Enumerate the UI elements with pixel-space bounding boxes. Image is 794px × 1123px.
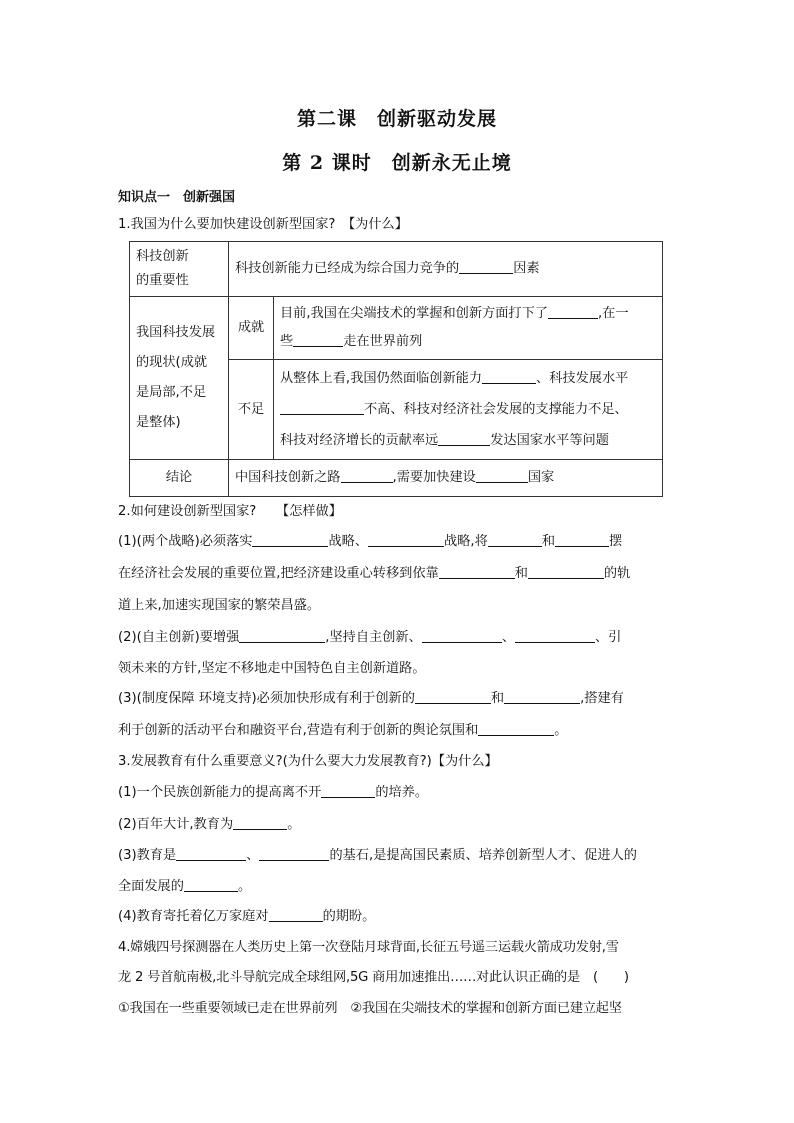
line-text: 、	[501, 630, 515, 645]
table-cell-label: 的重要性	[136, 273, 189, 288]
line-text: 和	[541, 534, 555, 549]
line-text: ,搭建有	[580, 691, 624, 706]
answer-line	[118, 815, 683, 835]
answer-line	[118, 877, 683, 897]
answer-blank[interactable]	[459, 259, 513, 274]
line-text: 。	[554, 723, 568, 738]
answer-blank[interactable]	[488, 532, 542, 547]
answer-line: 道上来,加速实现国家的繁荣昌盛。	[118, 598, 321, 613]
line-text: 战略,将	[444, 534, 488, 549]
line-text: (3)教育是	[118, 848, 177, 863]
answer-line	[118, 721, 683, 741]
table-cell-text: 科技创新能力已经成为综合国力竞争的	[235, 261, 460, 276]
answer-blank[interactable]	[259, 846, 329, 861]
table-cell-text: 科技对经济增长的贡献率远	[280, 433, 439, 448]
table-row	[130, 242, 663, 297]
line-text: 的期盼。	[322, 909, 376, 924]
answer-blank[interactable]	[176, 846, 246, 861]
table-cell-text: 走在世界前列	[343, 334, 423, 349]
table-cell-label: 科技创新	[136, 249, 189, 264]
answer-blank[interactable]	[548, 304, 598, 319]
table-cell-label: 不足	[229, 360, 274, 460]
line-text: (1)一个民族创新能力的提高离不开	[118, 785, 322, 800]
line-text: (1)(两个战略)必须落实	[118, 534, 253, 549]
answer-blank[interactable]	[252, 532, 328, 547]
table-cell-label: 的现状(成就	[136, 355, 208, 370]
answer-line: 领未来的方针,坚定不移地走中国特色自主创新道路。	[118, 661, 426, 676]
answer-line	[118, 846, 683, 866]
answer-blank[interactable]	[233, 815, 287, 830]
answer-blank[interactable]	[476, 468, 528, 483]
line-text: 的轨	[603, 566, 631, 581]
line-text: ,坚持自主创新、	[325, 630, 422, 645]
question-4-cont: 龙 2 号首航南极,北斗导航完成全球组网,5G 商用加速推出……对此认识正确的是 ( )	[118, 970, 629, 985]
table-cell-text: 中国科技创新之路	[235, 470, 341, 485]
answer-blank[interactable]	[515, 628, 595, 643]
answer-blank[interactable]	[478, 721, 554, 736]
answer-blank[interactable]	[239, 628, 325, 643]
lesson-subtitle: 第 2 课时 创新永无止境	[282, 152, 512, 174]
answer-line	[118, 783, 683, 803]
lesson-title: 第二课 创新驱动发展	[296, 108, 497, 130]
table-row	[130, 460, 663, 497]
line-text: (2)百年大计,教育为	[118, 817, 234, 832]
answer-blank[interactable]	[184, 877, 238, 892]
table-cell-text: 发达国家水平等问题	[490, 433, 609, 448]
line-text: 战略、	[328, 534, 369, 549]
answer-blank[interactable]	[368, 532, 444, 547]
table-cell-label: 结论	[130, 460, 229, 497]
table-cell-text: 目前,我国在尖端技术的掌握和创新方面打下了	[280, 306, 548, 321]
answer-blank[interactable]	[280, 400, 364, 415]
answer-blank[interactable]	[438, 431, 490, 446]
table-cell-text: 因素	[513, 261, 540, 276]
table-cell-text: 些	[280, 334, 294, 349]
answer-blank[interactable]	[482, 369, 536, 384]
line-text: 。	[237, 879, 252, 894]
question-3: 3.发展教育有什么重要意义?(为什么要大力发展教育?)【为什么】	[118, 754, 498, 769]
table-row	[130, 297, 663, 360]
line-text: (3)(制度保障 环境支持)必须加快形成有利于创新的	[118, 691, 415, 706]
table-cell-label: 是局部,不足	[136, 385, 207, 400]
answer-line	[118, 628, 683, 648]
answer-blank[interactable]	[293, 332, 343, 347]
table-cell-text: 、科技发展水平	[536, 371, 629, 386]
line-text: (2)(自主创新)要增强	[118, 630, 240, 645]
answer-blank[interactable]	[341, 468, 393, 483]
table-cell-text: 从整体上看,我国仍然面临创新能力	[280, 371, 483, 386]
answer-line	[118, 532, 683, 552]
line-text: 在经济社会发展的重要位置,把经济建设重心转移到依靠	[118, 566, 439, 581]
line-text: 的培养。	[375, 785, 429, 800]
line-text: 、引	[595, 630, 622, 645]
table-cell-text: ,需要加快建设	[392, 470, 476, 485]
line-text: 利于创新的活动平台和融资平台,营造有利于创新的舆论氛围和	[118, 723, 479, 738]
answer-blank[interactable]	[528, 564, 604, 579]
answer-line	[118, 564, 683, 584]
table-cell-label: 我国科技发展	[136, 325, 216, 340]
answer-line	[118, 907, 683, 927]
table-cell-text: 不高、科技对经济社会发展的支撑能力不足、	[364, 402, 628, 417]
line-text: 摆	[609, 534, 623, 549]
section-label: 知识点一 创新强国	[118, 190, 236, 205]
answer-blank[interactable]	[415, 689, 491, 704]
answer-blank[interactable]	[439, 564, 515, 579]
answer-blank[interactable]	[269, 907, 323, 922]
answer-line	[118, 689, 683, 709]
question-4: 4.嫦娥四号探测器在人类历史上第一次登陆月球背面,长征五号遥三运载火箭成功发射,雪	[118, 940, 619, 955]
line-text: 的基石,是提高国民素质、培养创新型人才、促进人的	[329, 848, 637, 863]
answer-blank[interactable]	[504, 689, 580, 704]
question-2: 2.如何建设创新型国家? 【怎样做】	[118, 504, 342, 519]
answer-blank[interactable]	[321, 783, 375, 798]
table-cell-label: 成就	[229, 297, 274, 360]
table-cell-text: 国家	[527, 470, 555, 485]
line-text: 、	[246, 848, 260, 863]
answer-blank[interactable]	[422, 628, 502, 643]
option-line: ①我国在一些重要领域已走在世界前列 ②我国在尖端技术的掌握和创新方面已建立起坚	[118, 1001, 622, 1016]
line-text: 和	[514, 566, 528, 581]
knowledge-table	[129, 241, 663, 497]
line-text: 和	[490, 691, 505, 706]
line-text: 全面发展的	[118, 879, 184, 894]
line-text: 。	[287, 817, 301, 832]
question-1: 1.我国为什么要加快建设创新型国家? 【为什么】	[118, 217, 408, 232]
line-text: (4)教育寄托着亿万家庭对	[118, 909, 269, 924]
table-cell-label: 是整体)	[136, 415, 181, 430]
answer-blank[interactable]	[555, 532, 609, 547]
table-cell-text: ,在一	[597, 306, 629, 321]
